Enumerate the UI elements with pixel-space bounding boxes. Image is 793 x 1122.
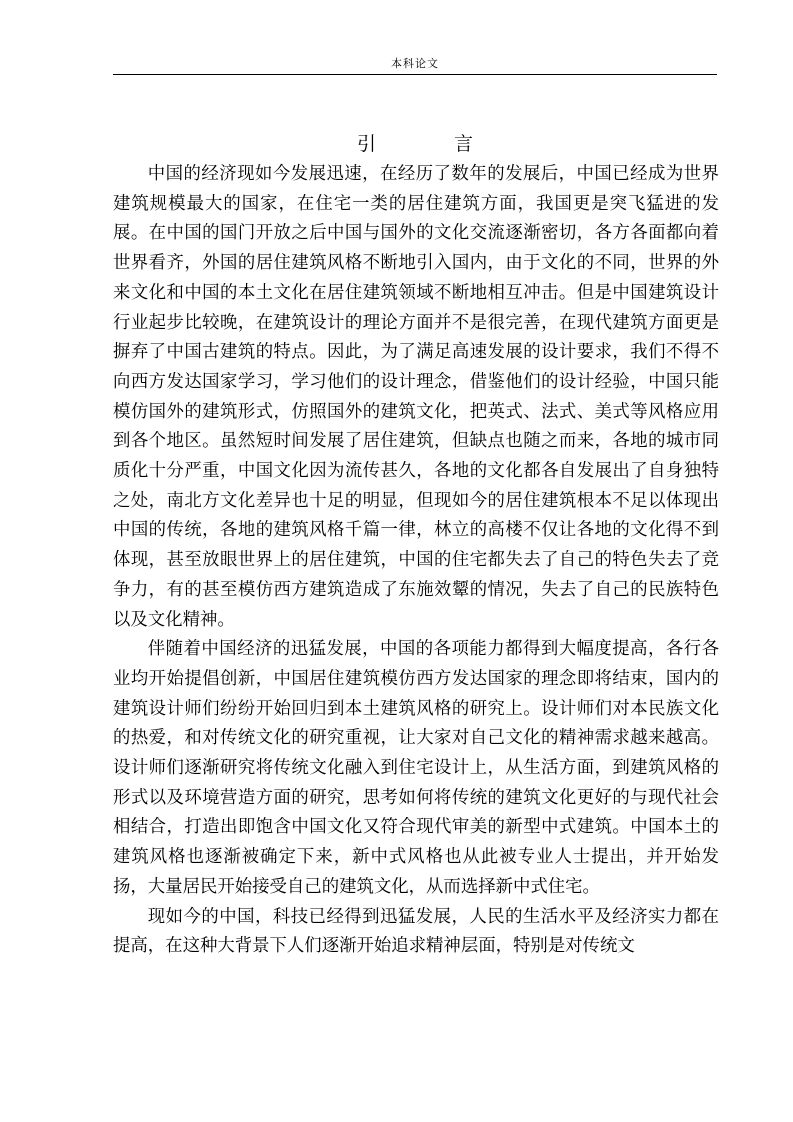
running-header-title: 本科论文 xyxy=(391,57,439,70)
section-title: 引 言 xyxy=(356,133,510,155)
paragraph: 现如今的中国，科技已经得到迅猛发展，人民的生活水平及经济实力都在提高，在这种大背景下人们逐渐开始追求精神层面，特别是对传统文 xyxy=(113,906,719,957)
body-text xyxy=(113,160,719,962)
paragraph: 中国的经济现如今发展迅速，在经历了数年的发展后，中国已经成为世界建筑规模最大的国家，在住宅一类的居住建筑方面，我国更是突飞猛进的发展。在中国的国门开放之后中国与国外的文化交流逐渐密切，各方各面都向着世界看齐，外国的居住建筑风格不断地引入国内，由于文化的不同，世界的外来文化和中国的本土文化在居住建筑领域不断地相互冲击。但是中国建筑设计行业起步比较晚，在建筑设计的理论方面并不是很完善，在现代建筑方面更是摒弃了中国古建筑的特点。因此，为了满足高速发展的设计要求，我们不得不向西方发达国家学习，学习他们的设计理念，借鉴他们的设计经验，中国只能模仿国外的建筑形式，仿照国外的建筑文化，把英式、法式、美式等风格应用到各个地区。虽然短时间发展了居住建筑，但缺点也随之而来，各地的城市同质化十分严重，中国文化因为流传甚久，各地的文化都各自发展出了自身独特之处，南北方文化差异也十足的明显，但现如今的居住建筑根本不足以体现出中国的传统，各地的建筑风格千篇一律，林立的高楼不仅让各地的文化得不到体现，甚至放眼世界上的居住建筑，中国的住宅都失去了自己的特色失去了竞争力，有的甚至模仿西方建筑造成了东施效颦的情况，失去了自己的民族特色以及文化精神。 xyxy=(113,164,719,630)
running-header xyxy=(113,52,717,75)
paragraph: 伴随着中国经济的迅猛发展，中国的各项能力都得到大幅度提高，各行各业均开始提倡创新，中国居住建筑模仿西方发达国家的理念即将结束，国内的建筑设计师们纷纷开始回归到本土建筑风格的研究上。设计师们对本民族文化的热爱，和对传统文化的研究重视，让大家对自己文化的精神需求越来越高。设计师们逐渐研究将传统文化融入到住宅设计上，从生活方面，到建筑风格的形式以及环境营造方面的研究，思考如何将传统的建筑文化更好的与现代社会相结合，打造出即饱含中国文化又符合现代审美的新型中式建筑。中国本土的建筑风格也逐渐被确定下来，新中式风格也从此被专业人士提出，并开始发扬，大量居民开始接受自己的建筑文化，从而选择新中式住宅。 xyxy=(113,639,719,897)
